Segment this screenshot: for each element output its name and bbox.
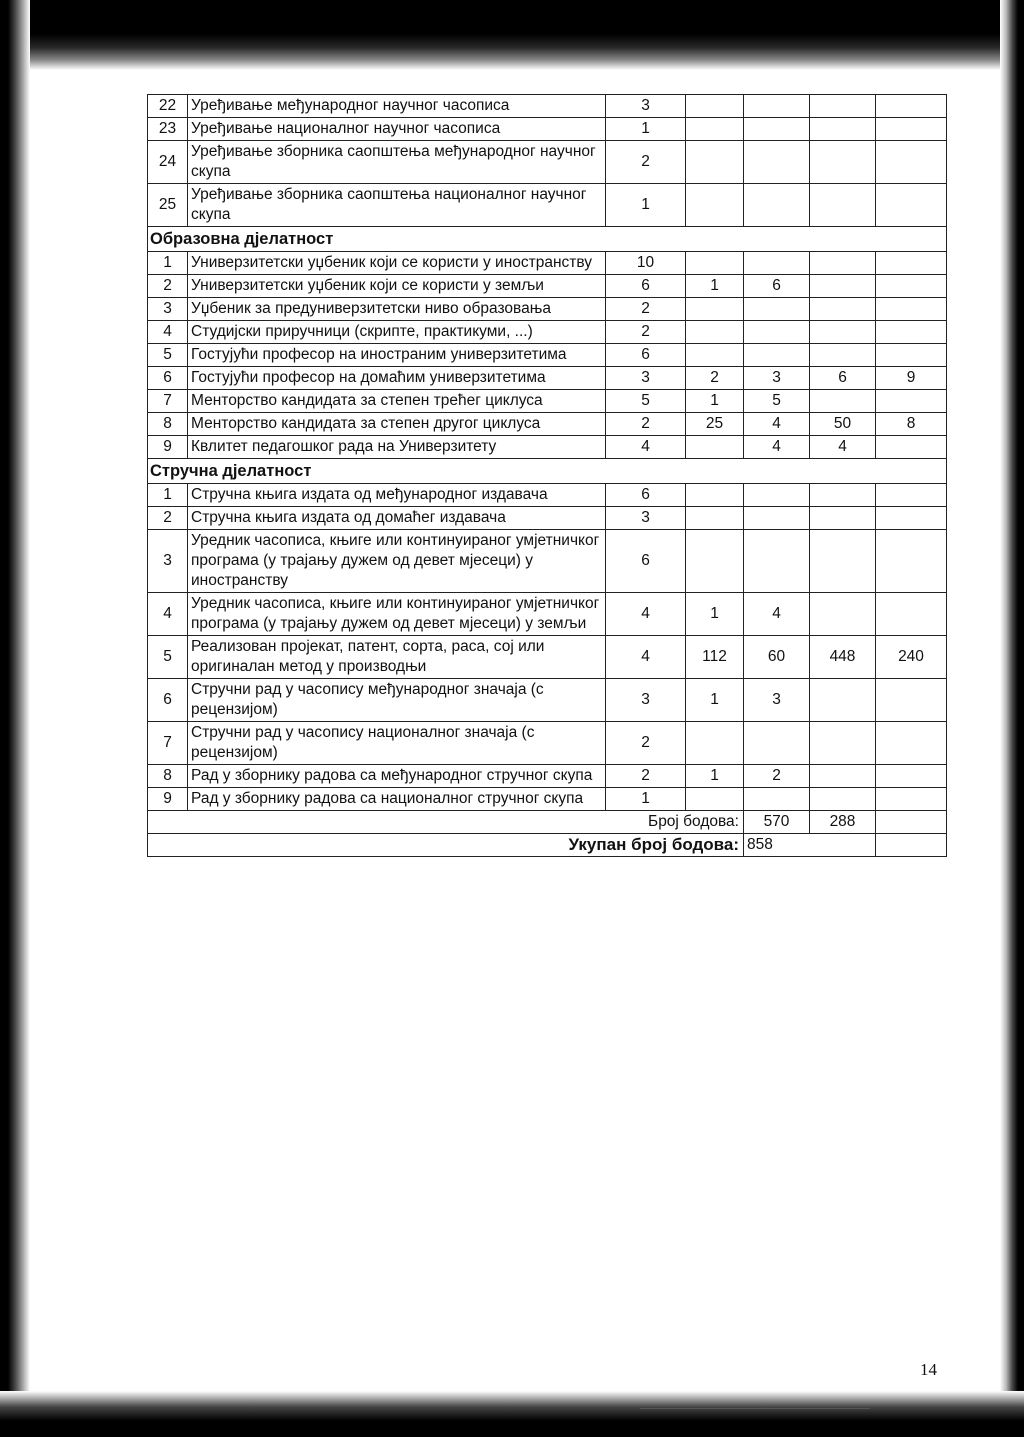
row-number: 1 [148,252,188,275]
value-cell [810,118,876,141]
value-cell: 1 [606,184,686,227]
value-cell [810,275,876,298]
value-cell [744,95,810,118]
row-number: 3 [148,530,188,593]
row-number: 25 [148,184,188,227]
table-row [148,593,947,636]
table-row [148,141,947,184]
points-label: Број бодова: [148,811,744,834]
value-cell: 2 [606,765,686,788]
value-cell [744,530,810,593]
row-description: Менторство кандидата за степен трећег циклуса [188,390,606,413]
row-description: Уредник часописа, књиге или континуираног умјетничког програма (у трајању дужем од девет мјесеци) у иностранству [188,530,606,593]
row-description: Стручна књига издата од домаћег издавача [188,507,606,530]
table-row [148,344,947,367]
row-description: Гостујући професор на домаћим универзитетима [188,367,606,390]
value-cell [876,252,947,275]
value-cell [686,95,744,118]
value-cell: 1 [686,593,744,636]
value-cell: 1 [606,788,686,811]
value-cell: 60 [744,636,810,679]
value-cell: 2 [744,765,810,788]
value-cell: 3 [606,95,686,118]
value-cell [686,722,744,765]
value-cell: 6 [744,275,810,298]
scan-bottom-border [0,1391,1024,1437]
value-cell [810,344,876,367]
value-cell [744,722,810,765]
value-cell: 6 [606,344,686,367]
value-cell [744,118,810,141]
value-cell [810,184,876,227]
row-description: Уџбеник за предуниверзитетски ниво образовања [188,298,606,321]
table-row [148,679,947,722]
value-cell [810,298,876,321]
value-cell: 448 [810,636,876,679]
row-description: Рад у зборнику радова са националног стручног скупа [188,788,606,811]
value-cell [686,507,744,530]
value-cell [686,530,744,593]
row-number: 3 [148,298,188,321]
row-description: Рад у зборнику радова са међународног стручног скупа [188,765,606,788]
table-row [148,436,947,459]
value-cell [686,298,744,321]
value-cell [876,507,947,530]
points-value-b: 288 [810,811,876,834]
row-number: 8 [148,413,188,436]
table-row [148,413,947,436]
points-value-a: 570 [744,811,810,834]
value-cell [686,118,744,141]
value-cell [810,252,876,275]
value-cell [686,141,744,184]
table-row [148,321,947,344]
value-cell: 3 [606,367,686,390]
value-cell [876,436,947,459]
row-description: Уређивање међународног научног часописа [188,95,606,118]
total-label: Укупан број бодова: [148,834,744,857]
table-row [148,507,947,530]
row-description: Стручна књига издата од међународног издавача [188,484,606,507]
points-empty-cell [876,811,947,834]
scan-top-border [0,0,1024,70]
row-number: 5 [148,636,188,679]
table-row [148,298,947,321]
row-description: Стручни рад у часопису националног значаја (с рецензијом) [188,722,606,765]
value-cell [876,141,947,184]
value-cell: 3 [606,507,686,530]
scan-artifact-line [640,1408,870,1411]
table-row [148,636,947,679]
value-cell: 1 [686,679,744,722]
row-number: 1 [148,484,188,507]
value-cell [810,141,876,184]
value-cell: 1 [686,765,744,788]
row-description: Реализован пројекат, патент, сорта, раса, сој или оригиналан метод у производњи [188,636,606,679]
table-row [148,530,947,593]
value-cell [876,298,947,321]
section-row-education [148,227,947,252]
row-description: Универзитетски уџбеник који се користи у земљи [188,275,606,298]
value-cell [810,593,876,636]
value-cell: 4 [606,593,686,636]
value-cell [876,788,947,811]
value-cell: 2 [606,141,686,184]
table-row [148,367,947,390]
row-description: Гостујући професор на иностраним универзитетима [188,344,606,367]
value-cell [810,390,876,413]
value-cell [744,321,810,344]
value-cell [876,530,947,593]
row-description: Стручни рад у часопису међународног значаја (с рецензијом) [188,679,606,722]
value-cell [810,788,876,811]
value-cell [744,141,810,184]
value-cell [810,321,876,344]
table-row [148,118,947,141]
table-row [148,95,947,118]
value-cell [686,184,744,227]
value-cell [686,321,744,344]
value-cell: 25 [686,413,744,436]
value-cell [810,95,876,118]
value-cell [744,788,810,811]
points-row [148,811,947,834]
value-cell: 6 [606,275,686,298]
total-row [148,834,947,857]
table-row [148,252,947,275]
value-cell: 240 [876,636,947,679]
row-number: 4 [148,593,188,636]
row-description: Уредник часописа, књиге или континуираног умјетничког програма (у трајању дужем од девет мјесеци) у земљи [188,593,606,636]
value-cell: 4 [606,636,686,679]
value-cell: 4 [810,436,876,459]
value-cell [876,321,947,344]
value-cell [686,436,744,459]
row-number: 4 [148,321,188,344]
value-cell [810,722,876,765]
value-cell: 2 [606,722,686,765]
value-cell: 2 [606,321,686,344]
value-cell: 4 [744,593,810,636]
value-cell: 9 [876,367,947,390]
value-cell: 10 [606,252,686,275]
value-cell [876,484,947,507]
value-cell [686,484,744,507]
value-cell [810,679,876,722]
section-row-professional [148,459,947,484]
scan-right-border [1000,0,1024,1437]
row-number: 9 [148,788,188,811]
value-cell: 50 [810,413,876,436]
value-cell [686,788,744,811]
value-cell [744,252,810,275]
value-cell: 2 [686,367,744,390]
value-cell: 1 [686,390,744,413]
row-description: Студијски приручници (скрипте, практикуми, ...) [188,321,606,344]
row-number: 22 [148,95,188,118]
page-number: 14 [920,1360,937,1379]
table-row [148,484,947,507]
value-cell [876,275,947,298]
value-cell: 1 [686,275,744,298]
table-row [148,788,947,811]
table-row [148,275,947,298]
row-number: 5 [148,344,188,367]
value-cell: 8 [876,413,947,436]
value-cell [810,765,876,788]
value-cell [744,484,810,507]
value-cell [744,298,810,321]
row-description: Менторство кандидата за степен другог циклуса [188,413,606,436]
value-cell: 4 [606,436,686,459]
scan-left-border [0,0,30,1437]
value-cell [744,184,810,227]
value-cell: 5 [744,390,810,413]
row-number: 7 [148,722,188,765]
value-cell: 2 [606,298,686,321]
value-cell: 1 [606,118,686,141]
section-title-education: Образовна дјелатност [148,227,947,252]
value-cell [876,95,947,118]
value-cell [810,530,876,593]
value-cell: 3 [606,679,686,722]
value-cell: 112 [686,636,744,679]
value-cell [876,765,947,788]
table-row [148,390,947,413]
row-number: 7 [148,390,188,413]
row-number: 6 [148,679,188,722]
value-cell [686,252,744,275]
value-cell: 2 [606,413,686,436]
value-cell [686,344,744,367]
value-cell [744,344,810,367]
value-cell [876,722,947,765]
value-cell: 4 [744,413,810,436]
row-number: 2 [148,275,188,298]
row-number: 23 [148,118,188,141]
row-number: 9 [148,436,188,459]
total-empty-cell [876,834,947,857]
total-value: 858 [744,834,876,857]
value-cell [876,593,947,636]
value-cell: 6 [606,484,686,507]
row-number: 6 [148,367,188,390]
value-cell [876,184,947,227]
value-cell: 6 [810,367,876,390]
value-cell [876,118,947,141]
row-description: Уређивање националног научног часописа [188,118,606,141]
points-table [147,94,947,857]
table-row [148,184,947,227]
value-cell [876,390,947,413]
row-description: Универзитетски уџбеник који се користи у иностранству [188,252,606,275]
value-cell: 5 [606,390,686,413]
value-cell: 3 [744,367,810,390]
row-number: 24 [148,141,188,184]
row-description: Квлитет педагошког рада на Универзитету [188,436,606,459]
value-cell [876,344,947,367]
table-row [148,765,947,788]
value-cell [876,679,947,722]
value-cell [810,507,876,530]
value-cell: 3 [744,679,810,722]
section-title-professional: Стручна дјелатност [148,459,947,484]
value-cell [810,484,876,507]
value-cell [744,507,810,530]
table-row [148,722,947,765]
row-description: Уређивање зборника саопштења националног научног скупа [188,184,606,227]
row-number: 2 [148,507,188,530]
row-description: Уређивање зборника саопштења међународног научног скупа [188,141,606,184]
row-number: 8 [148,765,188,788]
value-cell: 4 [744,436,810,459]
value-cell: 6 [606,530,686,593]
